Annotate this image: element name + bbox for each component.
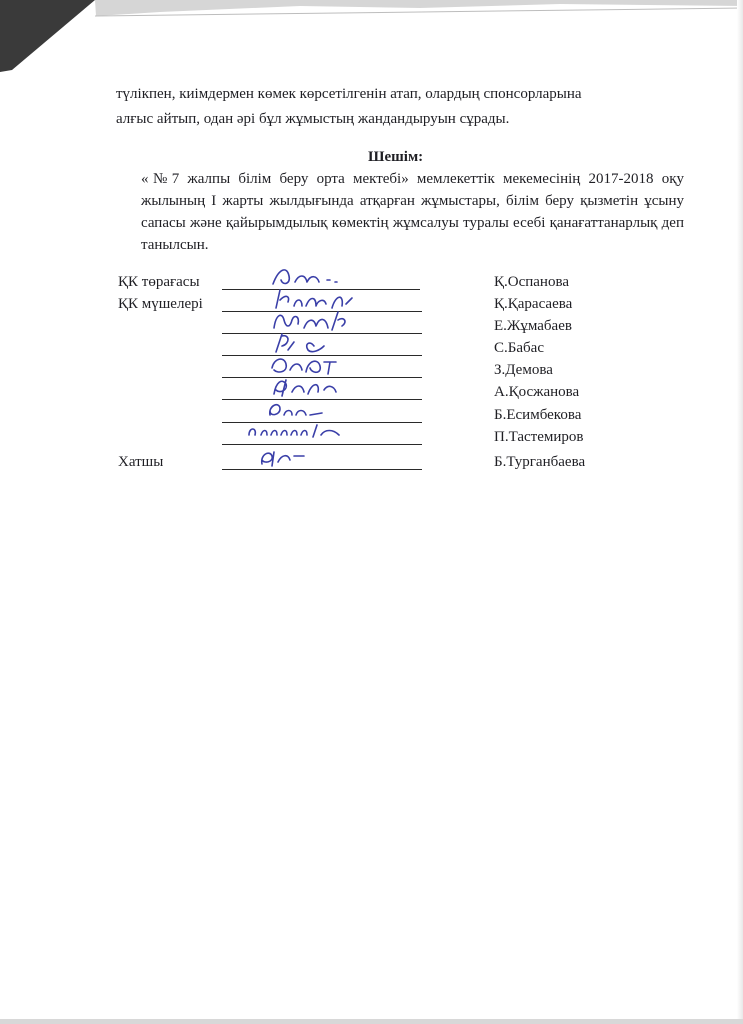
page-bottom-edge: [0, 1019, 743, 1024]
signature-row: [0, 429, 743, 451]
signatory-name: Б.Турганбаева: [494, 454, 586, 470]
decision-heading: Шешім:: [368, 149, 424, 165]
signatory-name: Қ.Оспанова: [494, 274, 569, 290]
page-right-edge: [737, 0, 743, 1024]
decision-text: «№7 жалпы білім беру орта мектебі» мемлекеттік мекемесінің 2017-2018 оқу жылының І жарты жылдығында атқарған жұмыстары, білім беру қызметін ұсыну сапасы және қайырымдылық көмектің жұмсалуы туралы есебі қанағаттанарлық деп танылсын.: [141, 171, 684, 253]
signature-row: [0, 454, 743, 476]
signature-row: [0, 407, 743, 429]
handwritten-signature: [254, 442, 364, 472]
signatory-name: С.Бабас: [494, 340, 544, 356]
signatory-name: А.Қосжанова: [494, 384, 580, 400]
signatory-name: З.Демова: [494, 362, 553, 378]
signatory-name: Қ.Қарасаева: [494, 296, 573, 312]
signatory-name: Б.Есимбекова: [494, 407, 582, 423]
signature-role: ҚК мүшелері: [118, 296, 203, 312]
signature-line: [222, 469, 422, 470]
signatory-name: Е.Жұмабаев: [494, 318, 572, 334]
intro-line: алғыс айтып, одан әрі бұл жұмыстың жандандыруын сұрады.: [116, 111, 510, 127]
intro-line: түлікпен, киімдермен көмек көрсетілгенін атап, олардың спонсорларына: [116, 86, 582, 102]
signature-role: ҚК төрағасы: [118, 274, 200, 290]
folded-corner-shadow: [0, 0, 743, 80]
signature-role: Хатшы: [118, 454, 164, 470]
signatory-name: П.Тастемиров: [494, 429, 584, 445]
intro-paragraph: [116, 82, 676, 132]
